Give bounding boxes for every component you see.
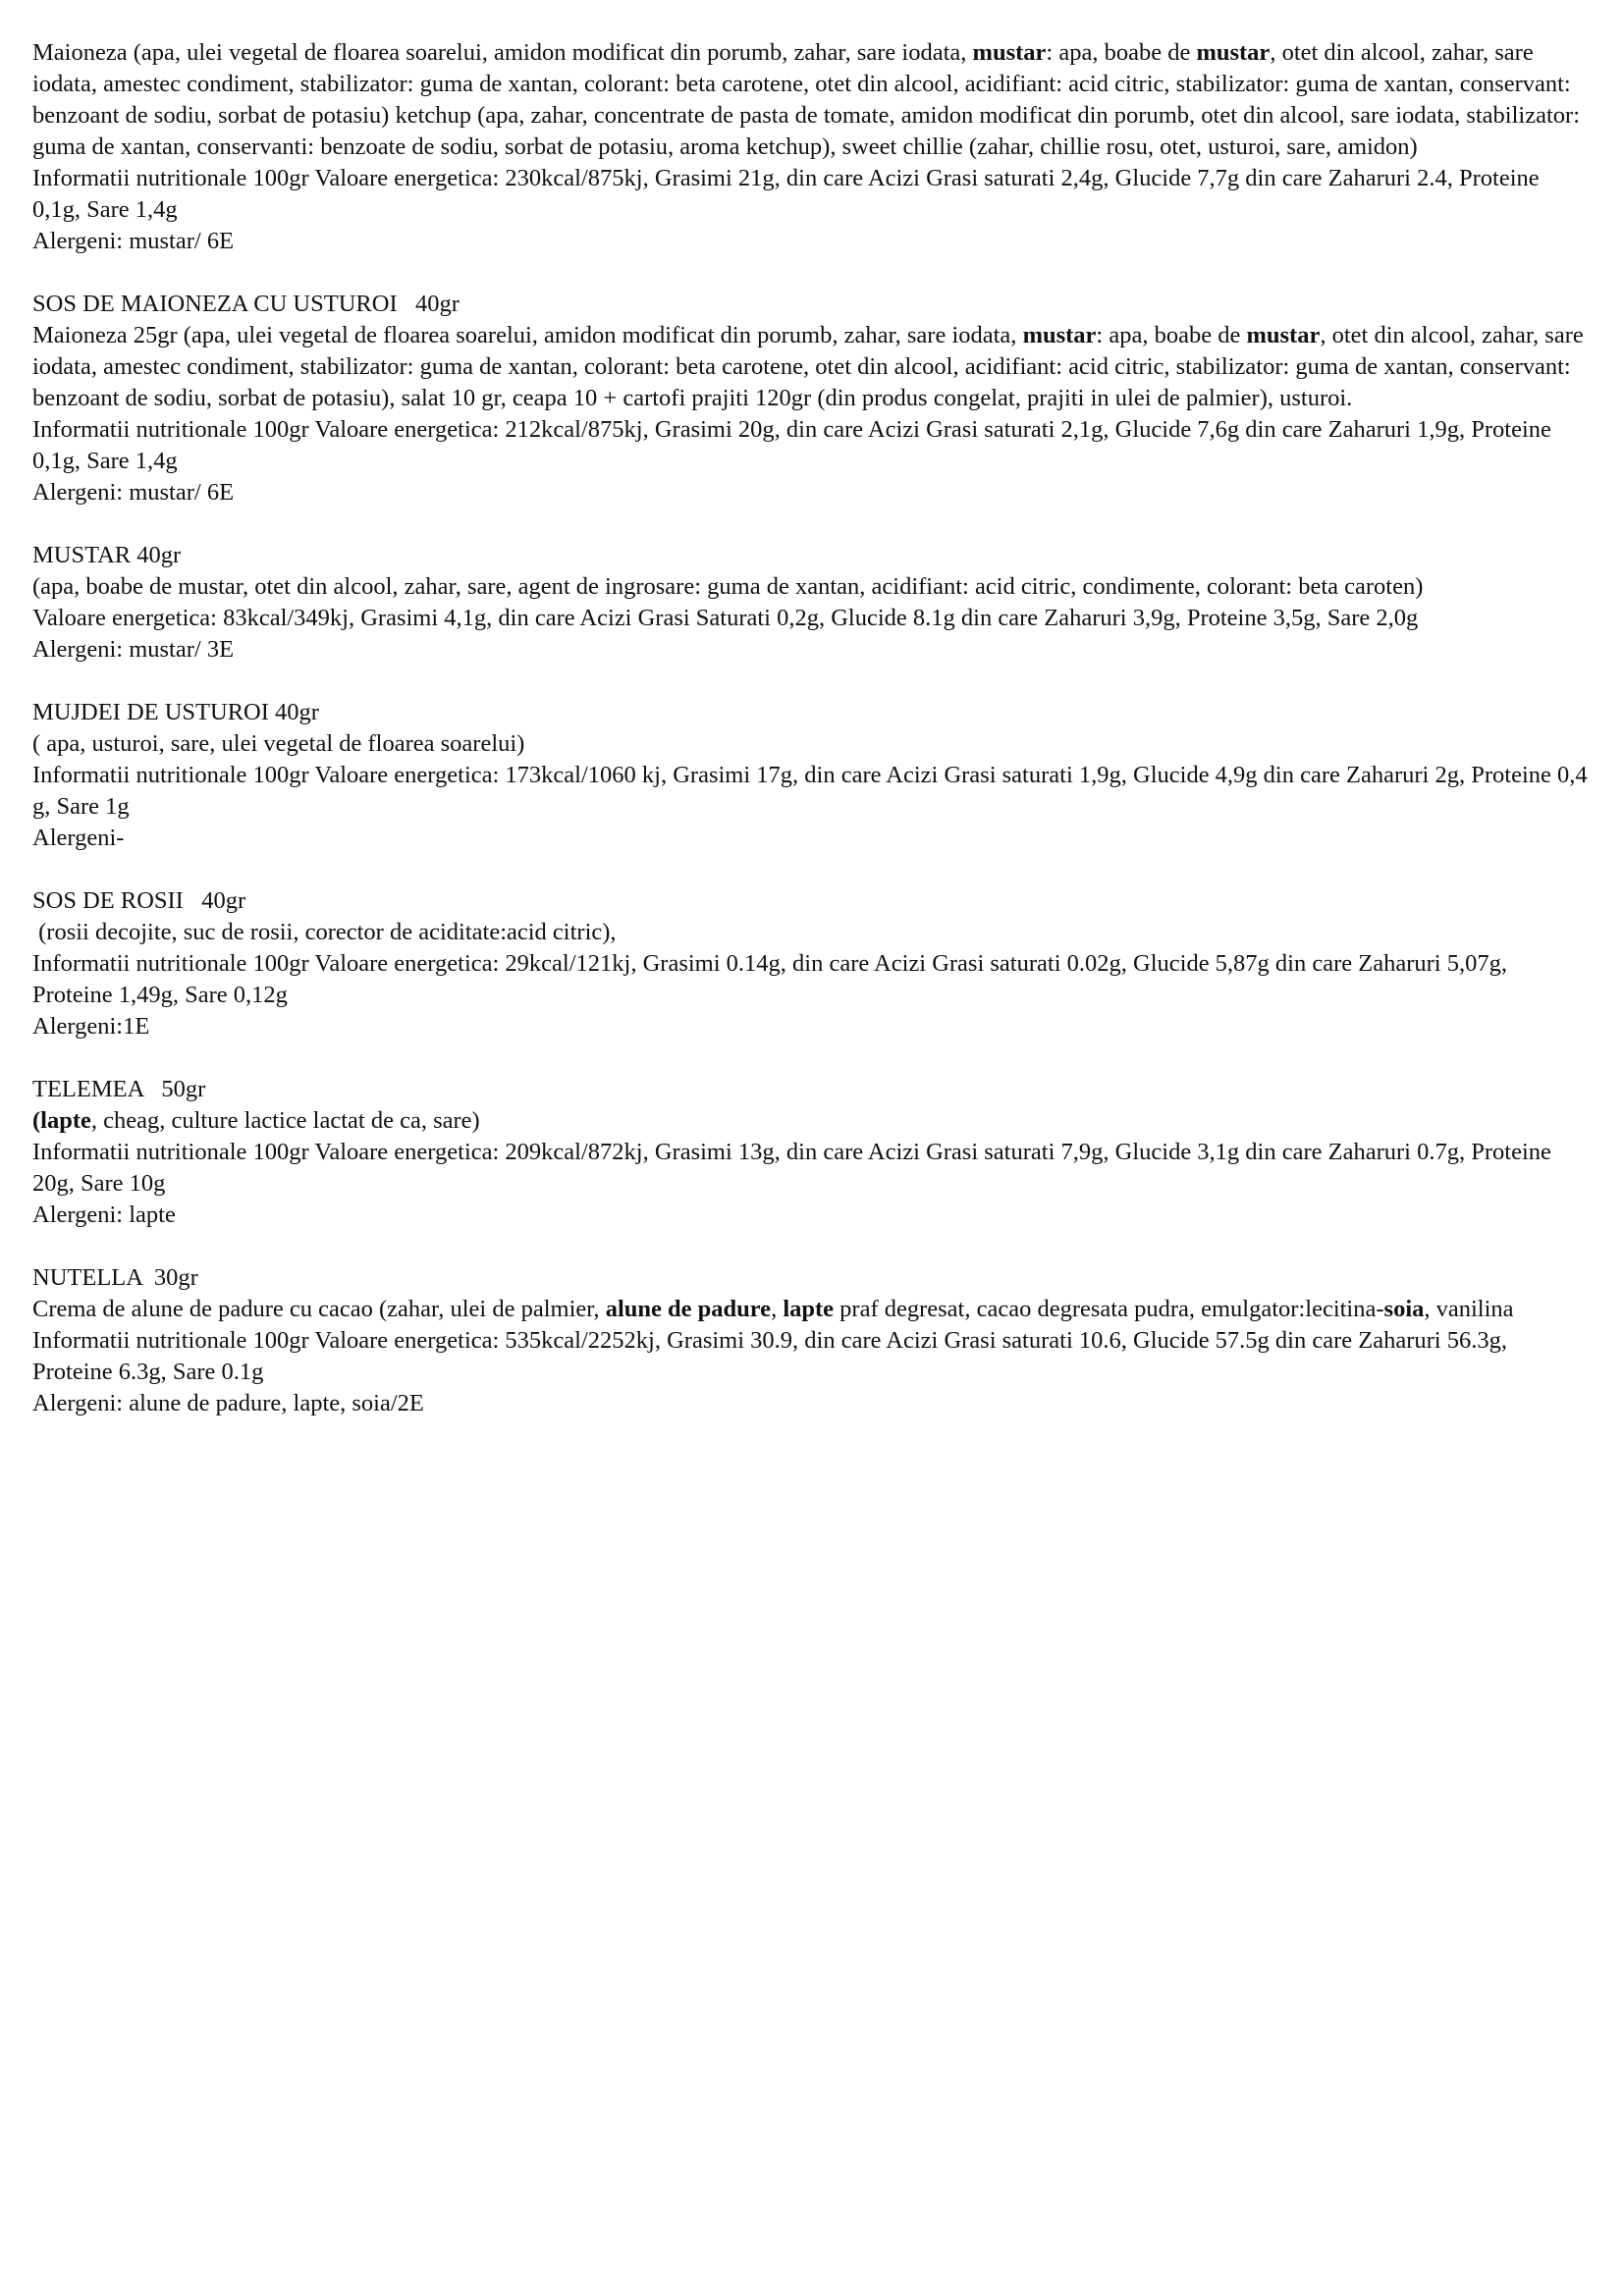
nutrition-info: Informatii nutritionale 100gr Valoare energetica: 212kcal/875kj, Grasimi 20g, din care Acizi Grasi saturati 2,1g, Glucide 7,6g din care Zaharuri 1,9g, Proteine 0,1g, Sare 1,4g (32, 416, 1558, 474)
product-block-mustar (32, 540, 1591, 666)
ingredients-text (32, 1294, 1591, 1325)
nutrition-info: Informatii nutritionale 100gr Valoare energetica: 173kcal/1060 kj, Grasimi 17g, din care Acizi Grasi saturati 1,9g, Glucide 4,9g din care Zaharuri 2g, Proteine 0,4 g, Sare 1g (32, 762, 1594, 820)
allergen-highlight: alune de padure (605, 1296, 772, 1322)
allergens-line: Alergeni- (32, 825, 125, 851)
nutrition-info: Informatii nutritionale 100gr Valoare energetica: 535kcal/2252kj, Grasimi 30.9, din care Acizi Grasi saturati 10.6, Glucide 57.5g din care Zaharuri 56.3g, Proteine 6.3g, Sare 0.1g (32, 1327, 1514, 1385)
allergens-line: Alergeni: mustar/ 3E (32, 636, 235, 663)
ingredients-segment: (rosii decojite, suc de rosii, corector de aciditate:acid citric), (32, 919, 617, 945)
product-block-telemea (32, 1074, 1591, 1231)
ingredients-segment: : apa, boabe de (1096, 322, 1247, 348)
allergen-highlight: mustar (1022, 322, 1097, 348)
allergen-highlight: mustar (1246, 322, 1321, 348)
ingredients-text (32, 320, 1591, 414)
allergens-line: Alergeni: mustar/ 6E (32, 228, 235, 254)
nutrition-info: Informatii nutritionale 100gr Valoare energetica: 209kcal/872kj, Grasimi 13g, din care Acizi Grasi saturati 7,9g, Glucide 3,1g din care Zaharuri 0.7g, Proteine 20g, Sare 10g (32, 1139, 1558, 1197)
ingredients-text (32, 728, 1591, 760)
allergens-line: Alergeni: alune de padure, lapte, soia/2E (32, 1390, 424, 1416)
ingredients-segment: Maioneza 25gr (apa, ulei vegetal de floarea soarelui, amidon modificat din porumb, zahar, sare iodata, (32, 322, 1023, 348)
ingredients-segment: praf degresat, cacao degresata pudra, emulgator:lecitina- (834, 1296, 1384, 1322)
product-title: SOS DE ROSII 40gr (32, 887, 246, 914)
ingredients-segment: , vanilina (1424, 1296, 1514, 1322)
ingredients-segment: Maioneza (apa, ulei vegetal de floarea soarelui, amidon modificat din porumb, zahar, sare iodata, (32, 39, 973, 66)
allergen-highlight: lapte (783, 1296, 835, 1322)
ingredients-text (32, 1105, 1591, 1137)
allergens-line: Alergeni:1E (32, 1013, 150, 1040)
product-block-sos-rosii (32, 885, 1591, 1042)
allergens-line: Alergeni: mustar/ 6E (32, 479, 235, 506)
ingredients-segment: (apa, boabe de mustar, otet din alcool, zahar, sare, agent de ingrosare: guma de xantan, acidifiant: acid citric, condimente, colorant: beta caroten) (32, 573, 1424, 600)
allergens-line: Alergeni: lapte (32, 1201, 176, 1228)
product-title: SOS DE MAIONEZA CU USTUROI 40gr (32, 291, 460, 317)
ingredients-segment: , otet din alcool, zahar, sare iodata, amestec condiment, stabilizator: guma de xantan, colorant: beta carotene, otet din alcool, acidifiant: acid citric, stabilizator: guma de xantan, conservant: benzoant de sodiu, sorbat de potasiu) ketchup (apa, zahar, concentrate de pasta de tomate, amidon modificat din porumb, otet din alcool, sare iodata, stabilizator: guma de xantan, conservanti: benzoate de sodiu, sorbat de potasiu, aroma ketchup), sweet chillie (zahar, chillie rosu, otet, usturoi, sare, amidon) (32, 39, 1587, 160)
ingredients-segment: Crema de alune de padure cu cacao (zahar, ulei de palmier, (32, 1296, 606, 1322)
product-block-maioneza-ketchup (32, 37, 1591, 257)
product-block-nutella (32, 1262, 1591, 1419)
ingredients-segment: : apa, boabe de (1046, 39, 1197, 66)
allergen-highlight: mustar (972, 39, 1047, 66)
product-title: NUTELLA 30gr (32, 1264, 198, 1291)
product-block-sos-maioneza-usturoi (32, 289, 1591, 508)
ingredients-segment: , cheag, culture lactice lactat de ca, sare) (90, 1107, 480, 1134)
product-title: TELEMEA 50gr (32, 1076, 206, 1102)
ingredients-text (32, 917, 1591, 948)
allergen-highlight: soia (1383, 1296, 1425, 1322)
ingredients-text (32, 571, 1591, 603)
allergen-highlight: (lapte (32, 1107, 91, 1134)
ingredients-segment: , otet din alcool, zahar, sare iodata, amestec condiment, stabilizator: guma de xantan, colorant: beta carotene, otet din alcool, acidifiant: acid citric, stabilizator: guma de xantan, conservant: benzoant de sodiu, sorbat de potasiu), salat 10 gr, ceapa 10 + cartofi prajiti 120gr (din produs congelat, prajiti in ulei de palmier), usturoi. (32, 322, 1590, 411)
nutrition-info: Valoare energetica: 83kcal/349kj, Grasimi 4,1g, din care Acizi Grasi Saturati 0,2g, Glucide 8.1g din care Zaharuri 3,9g, Proteine 3,5g, Sare 2,0g (32, 605, 1419, 631)
ingredients-segment: , (771, 1296, 784, 1322)
nutrition-info: Informatii nutritionale 100gr Valoare energetica: 230kcal/875kj, Grasimi 21g, din care Acizi Grasi saturati 2,4g, Glucide 7,7g din care Zaharuri 2.4, Proteine 0,1g, Sare 1,4g (32, 165, 1545, 223)
allergen-highlight: mustar (1196, 39, 1271, 66)
product-block-mujdei-usturoi (32, 697, 1594, 854)
ingredients-text (32, 37, 1591, 163)
ingredients-segment: ( apa, usturoi, sare, ulei vegetal de floarea soarelui) (32, 730, 525, 757)
nutrition-info: Informatii nutritionale 100gr Valoare energetica: 29kcal/121kj, Grasimi 0.14g, din care Acizi Grasi saturati 0.02g, Glucide 5,87g din care Zaharuri 5,07g, Proteine 1,49g, Sare 0,12g (32, 950, 1514, 1008)
product-title: MUJDEI DE USTUROI 40gr (32, 699, 319, 725)
product-title: MUSTAR 40gr (32, 542, 182, 568)
